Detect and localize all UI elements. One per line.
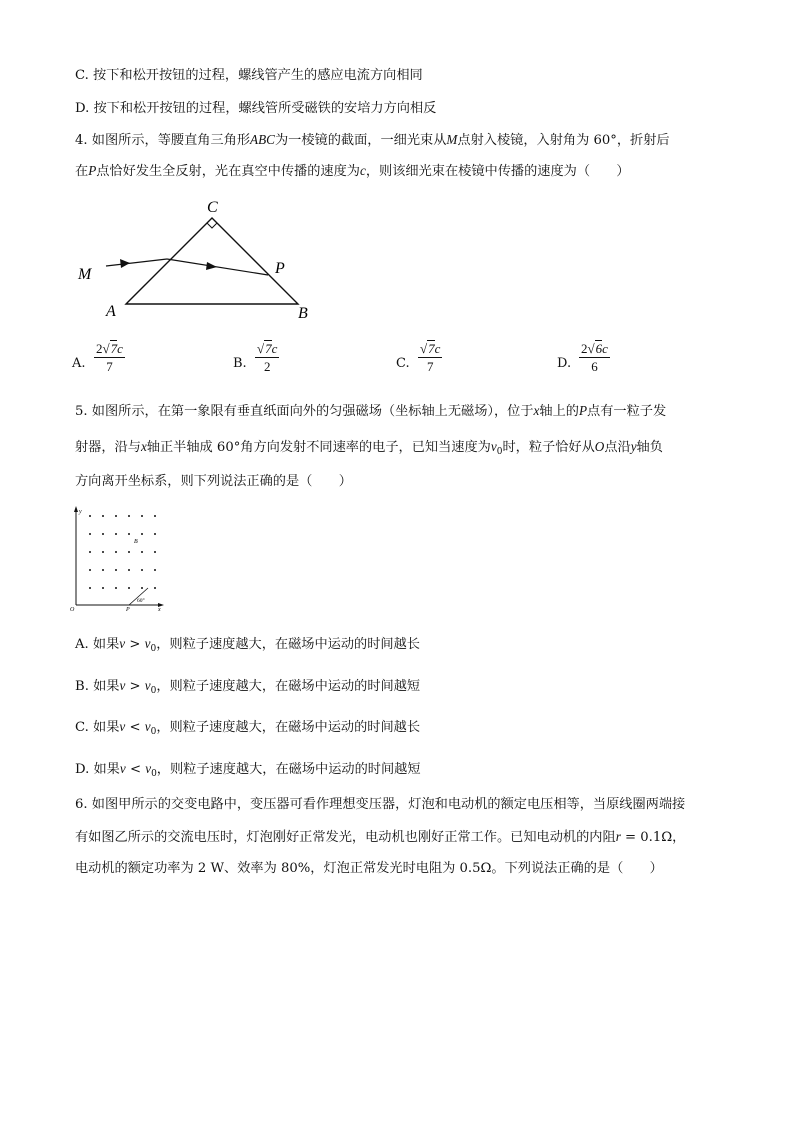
q5-option-a — [75, 635, 420, 658]
q5-x: x — [533, 403, 540, 418]
field-dot — [154, 551, 156, 553]
radical-sign: √ — [420, 341, 428, 356]
field-dot — [115, 587, 117, 589]
q3-option-d: D. 按下和松开按钮的过程，螺线管所受磁铁的安培力方向相反 — [75, 101, 437, 116]
prism-figure — [70, 192, 330, 327]
q5-text: 轴负 — [636, 440, 663, 455]
q6-r: r — [615, 829, 621, 844]
q4-text: 4. 如图所示，等腰直角三角形 — [75, 133, 251, 148]
q5-text: 轴上的 — [539, 404, 579, 419]
refracted-arrow — [206, 262, 217, 270]
q4-p: P — [88, 163, 97, 178]
radicand: 7 — [428, 341, 435, 356]
opt-tail: ，则粒子速度越大，在磁场中运动的时间越长 — [156, 637, 420, 652]
denominator: 7 — [426, 359, 434, 374]
field-dots — [89, 515, 156, 589]
label-o: O — [70, 607, 75, 613]
field-dot — [128, 587, 130, 589]
q6-text: 有如图乙所示的交流电压时，灯泡刚好正常发光，电动机也刚好正常工作。已知电动机的内阻 — [75, 830, 616, 845]
sub0: 0 — [150, 727, 157, 737]
label-y: y — [79, 509, 82, 515]
field-dot — [141, 533, 143, 535]
denominator: 6 — [591, 359, 598, 374]
q4-option-a-label: A. — [72, 356, 86, 371]
v0: v — [144, 678, 151, 693]
radicand: 7 — [265, 341, 272, 356]
field-dot — [89, 569, 91, 571]
v: v — [119, 678, 126, 693]
field-dot — [154, 569, 156, 571]
field-dot — [154, 515, 156, 517]
field-dot — [128, 515, 130, 517]
q5-x: x — [140, 439, 147, 454]
rel: < — [129, 720, 141, 735]
field-dot — [89, 587, 91, 589]
q5-stem-line3: 方向离开坐标系，则下列说法正确的是（ ） — [75, 474, 352, 489]
q5-o: O — [594, 439, 605, 454]
incident-arrow — [120, 259, 130, 268]
label-p: P — [126, 607, 130, 613]
field-dot — [141, 515, 143, 517]
q5-sub: 0 — [496, 447, 503, 457]
q4-text: 在 — [75, 164, 89, 179]
v: v — [119, 636, 126, 651]
var-c: c — [434, 341, 441, 356]
field-dot — [128, 551, 130, 553]
q5-option-b — [75, 677, 420, 700]
q5-option-c — [75, 718, 420, 741]
sub0: 0 — [150, 686, 157, 696]
q5-text: 点沿 — [604, 440, 631, 455]
q4-text: 点射入棱镜，入射角为 60°，折射后 — [457, 133, 670, 148]
v0: v — [144, 636, 151, 651]
q5-text: 点有一粒子发 — [587, 404, 667, 419]
q5-p: P — [578, 403, 588, 418]
q4-option-b-fraction — [255, 340, 279, 375]
q4-text: 为一棱镜的截面，一细光束从 — [274, 133, 447, 148]
radical-sign: √ — [102, 341, 110, 356]
field-dot — [115, 569, 117, 571]
field-dot — [128, 569, 130, 571]
field-dot — [115, 551, 117, 553]
sub0: 0 — [151, 769, 157, 779]
rel: > — [129, 679, 141, 694]
q4-stem-line2 — [75, 162, 630, 181]
label-m: M — [78, 266, 92, 283]
field-dot — [141, 587, 143, 589]
q5-v: v — [490, 439, 497, 454]
magnetic-field-figure — [68, 503, 168, 613]
label-c: C — [207, 199, 218, 216]
q4-m: M — [446, 132, 458, 147]
field-dot — [154, 587, 156, 589]
q5-option-d — [75, 760, 421, 783]
incident-ray — [106, 259, 167, 266]
denominator: 2 — [263, 359, 271, 374]
field-dot — [102, 587, 104, 589]
q6-stem-line1: 6. 如图甲所示的交变电路中，变压器可看作理想变压器，灯泡和电动机的额定电压相等，当原线圈两端接 — [75, 797, 686, 812]
field-dot — [89, 533, 91, 535]
q5-stem-line1 — [75, 402, 666, 421]
opt-prefix: C. 如果 — [75, 720, 120, 735]
v0: v — [144, 719, 151, 734]
field-dot — [89, 515, 91, 517]
radical-sign: √ — [257, 341, 265, 356]
v: v — [119, 719, 126, 734]
radicand: 7 — [110, 341, 118, 356]
opt-prefix: A. 如果 — [75, 637, 120, 652]
right-angle-mark — [207, 223, 217, 228]
field-dot — [89, 551, 91, 553]
opt-tail: ，则粒子速度越大，在磁场中运动的时间越长 — [156, 720, 421, 735]
field-dot — [128, 533, 130, 535]
field-dot — [141, 551, 143, 553]
label-b: B — [298, 305, 308, 322]
q4-option-c-label: C. — [396, 356, 410, 371]
coef: 2 — [581, 341, 588, 356]
q4-text: ，则该细光束在棱镜中传播的速度为（ ） — [365, 164, 630, 179]
q6-text: = 0.1Ω， — [620, 830, 686, 845]
radical-sign: √ — [587, 341, 595, 356]
q4-text: 点恰好发生全反射，光在真空中传播的速度为 — [96, 164, 360, 179]
var-c: c — [602, 341, 608, 356]
label-x: x — [158, 607, 161, 613]
coef: 2 — [96, 341, 103, 356]
field-dot — [102, 515, 104, 517]
q5-y: y — [630, 439, 637, 454]
field-dot — [115, 533, 117, 535]
q4-c: c — [360, 163, 366, 178]
field-dot — [115, 515, 117, 517]
q5-stem-line2 — [75, 438, 663, 461]
q4-option-a-fraction — [94, 340, 125, 375]
refracted-ray — [167, 259, 268, 275]
opt-tail: ，则粒子速度越大，在磁场中运动的时间越短 — [156, 762, 421, 777]
denominator: 7 — [106, 359, 113, 374]
q5-text: 时，粒子恰好从 — [502, 440, 595, 455]
label-angle: 60° — [137, 598, 145, 604]
radicand: 6 — [595, 341, 603, 356]
q4-option-d-label: D. — [557, 356, 572, 371]
var-c: c — [117, 341, 123, 356]
y-arrow — [74, 506, 78, 512]
q4-option-d-fraction — [579, 340, 610, 375]
q6-stem-line3: 电动机的额定功率为 2 W、效率为 80%，灯泡正常发光时电阻为 0.5Ω。下列说法正确的是（ ） — [75, 861, 663, 876]
rel: > — [129, 637, 141, 652]
field-dot — [102, 533, 104, 535]
rel: < — [129, 762, 141, 777]
field-dot — [141, 569, 143, 571]
opt-tail: ，则粒子速度越大，在磁场中运动的时间越短 — [156, 679, 421, 694]
var-c: c — [271, 341, 278, 356]
q6-stem-line2 — [75, 828, 685, 847]
q5-text: 射器，沿与 — [75, 440, 141, 455]
label-a: A — [106, 303, 116, 320]
field-dot — [154, 533, 156, 535]
sub0: 0 — [150, 644, 157, 654]
label-b: B — [134, 539, 138, 545]
label-p: P — [275, 260, 285, 277]
opt-prefix: D. 如果 — [75, 762, 120, 777]
q5-text: 5. 如图所示，在第一象限有垂直纸面向外的匀强磁场（坐标轴上无磁场），位于 — [75, 404, 534, 419]
v: v — [119, 761, 126, 776]
v0: v — [145, 761, 152, 776]
field-dot — [102, 569, 104, 571]
q4-stem-line1 — [75, 131, 670, 150]
field-dot — [102, 551, 104, 553]
q4-abc: ABC — [250, 132, 275, 147]
q4-option-c-fraction — [418, 340, 442, 375]
q4-option-b-label: B. — [233, 356, 247, 371]
q5-text: 轴正半轴成 60°角方向发射不同速率的电子，已知当速度为 — [146, 440, 491, 455]
opt-prefix: B. 如果 — [75, 679, 120, 694]
q3-option-c: C. 按下和松开按钮的过程，螺线管产生的感应电流方向相同 — [75, 68, 423, 83]
